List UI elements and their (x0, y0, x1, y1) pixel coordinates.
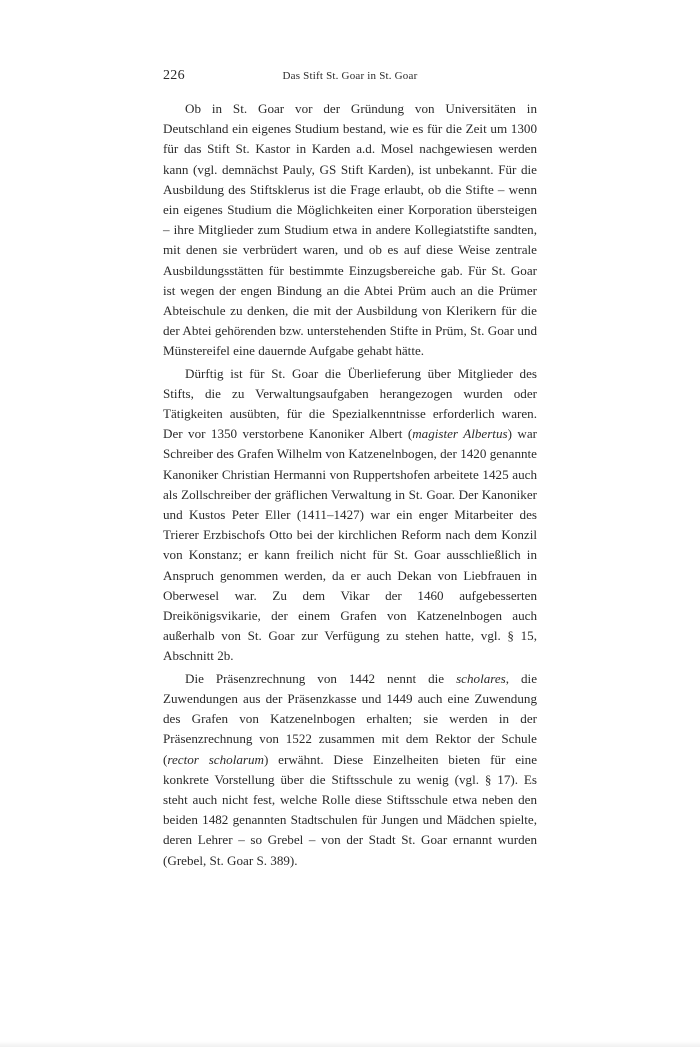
page-number: 226 (163, 68, 185, 83)
running-title: Das Stift St. Goar in St. Goar (282, 70, 418, 82)
italic-term: scholares (456, 670, 506, 686)
text-run: Die Präsenzrechnung von 1442 nennt die (185, 670, 457, 686)
text-run: ) war Schreiber des Grafen Wilhelm von Katzenelnbogen, der 1420 genannte Kanoniker Christian Hermanni von Ruppertshofen arbeitete 1425 auch als Zollschreiber der gräflichen Verwaltung in St. Goar. Der Kanoniker und Kustos Peter Eller (1411–1427) war ein enger Mitarbeiter des Trierer Erzbischofs Otto bei der kirchlichen Reform nach dem Konzil von Konstanz; er kann freilich nicht für St. Goar ausschließlich in Anspruch genommen werden, da er auch Dekan von Liebfrauen in Oberwesel war. Zu dem Vikar der 1460 aufgebesserten Dreikönigsvikarie, der einem Grafen von Katzenelnbogen auch außerhalb von St. Goar zur Verfügung zu stehen hatte, vgl. § 15, Abschnitt 2b. (163, 426, 537, 664)
text-run: Dürftig ist für St. Goar die Überlieferung über Mitglieder des Stifts, die zu Verwaltungsaufgaben herangezogen wurden oder Tätigkeiten ausübten, für die Spezialkenntnisse erforderlich waren. Der vor 1350 verstorbene Kanoniker Albert ( (163, 365, 537, 442)
body-text (163, 99, 537, 873)
text-run: ) erwähnt. Diese Einzelheiten bieten für eine konkrete Vorstellung über die Stiftsschule zu wenig (vgl. § 17). Es steht auch nicht fest, welche Rolle diese Stiftsschule etwa neben den beiden 1482 genannten Stadtschulen für Jungen und Mädchen spielte, deren Lehrer – so Grebel – von der Stadt St. Goar ernannt wurden (Grebel, St. Goar S. 389). (163, 751, 538, 868)
paragraph-3 (163, 669, 537, 871)
text-run: Ob in St. Goar vor der Gründung von Universitäten in Deutschland ein eigenes Studium bestand, wie es für die Zeit um 1300 für das Stift St. Kastor in Karden a.d. Mosel nachgewiesen werden kann (vgl. demnächst Pauly, GS Stift Karden), ist unbekannt. Für die Ausbildung des Stiftsklerus ist die Frage erlaubt, ob die Stifte – wenn ein eigenes Studium die Möglichkeiten einer Korporation übersteigen – ihre Mitglieder zum Studium etwa in andere Kollegiatstifte sandten, mit denen sie verbrüdert waren, und ob es auf diese Weise zentrale Ausbildungsstätten für bestimmte Einzugsbereiche gab. Für St. Goar ist wegen der engen Bindung an die Abtei Prüm auch an die Prümer Abteischule zu denken, die mit der Ausbildung von Klerikern für die der Abtei gehörenden bzw. unterstehenden Stifte in Prüm, St. Goar und Münstereifel eine dauernde Aufgabe gehabt hätte. (163, 101, 537, 359)
running-head (163, 68, 537, 88)
scan-edge (0, 1041, 700, 1047)
paragraph-2 (163, 364, 537, 667)
text-run: , die Zuwendungen aus der Präsenzkasse und 1449 auch eine Zuwendung des Grafen von Katzenelnbogen erhalten; sie werden in der Präsenzrechnung von 1522 zusammen mit dem Rektor der Schule ( (163, 670, 538, 767)
italic-term: magister Albertus (412, 426, 508, 442)
paragraph-1 (163, 99, 537, 362)
italic-term: rector scholarum (167, 751, 264, 767)
